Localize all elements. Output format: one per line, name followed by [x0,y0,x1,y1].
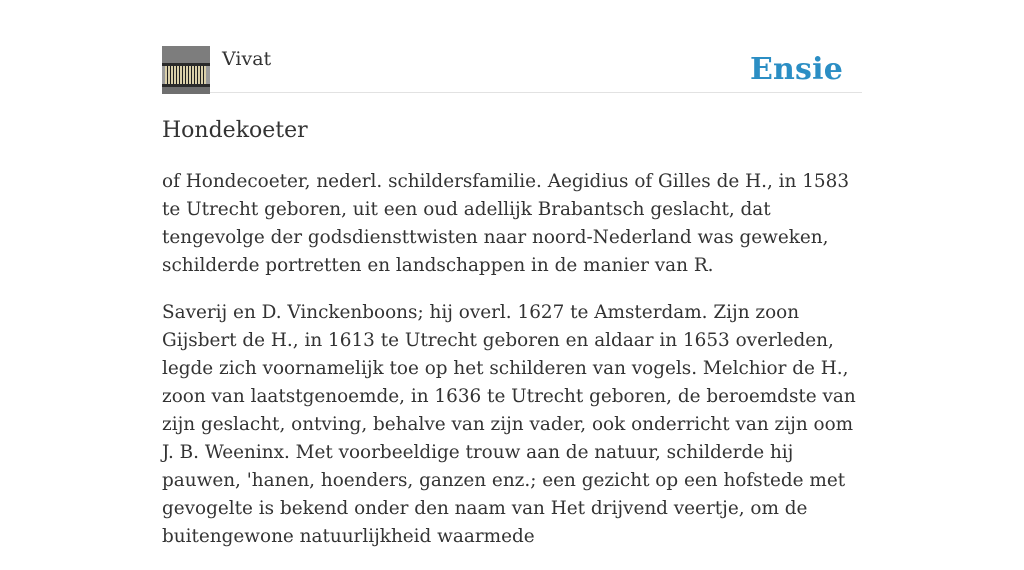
site-name[interactable]: Vivat [222,48,272,70]
brand-logo[interactable]: Ensie [749,52,843,87]
bookshelf-avatar-icon[interactable] [162,46,210,94]
bookshelf-avatar-graphic [162,46,210,94]
article-paragraph: of Hondecoeter, nederl. schildersfamilie. Aegidius of Gilles de H., in 1583 te Utrecht geboren, uit een oud adellijk Brabantsch geslacht, dat tengevolge der godsdiensttwisten naar noord-Nederland was geweken, schilderde portretten en landschappen in de manier van R. [162,171,850,276]
article-title: Hondekoeter [162,118,308,143]
article-body [162,168,862,570]
article-paragraph: Saverij en D. Vinckenboons; hij overl. 1627 te Amsterdam. Zijn zoon Gijsbert de H., in 1613 te Utrecht geboren en aldaar in 1653 overleden, legde zich voornamelijk toe op het schilderen van vogels. Melchior de H., zoon van laatstgenoemde, in 1636 te Utrecht geboren, de beroemdste van zijn geslacht, ontving, behalve van zijn vader, ook onderricht van zijn oom J. B. Weeninx. Met voorbeeldige trouw aan de natuur, schilderde hij pauwen, 'hanen, hoenders, ganzen enz.; een gezicht op een hofstede met gevogelte is bekend onder den naam van Het drijvend veertje, om de buitengewone natuurlijkheid waarmede [162,302,856,547]
site-header [162,46,862,93]
